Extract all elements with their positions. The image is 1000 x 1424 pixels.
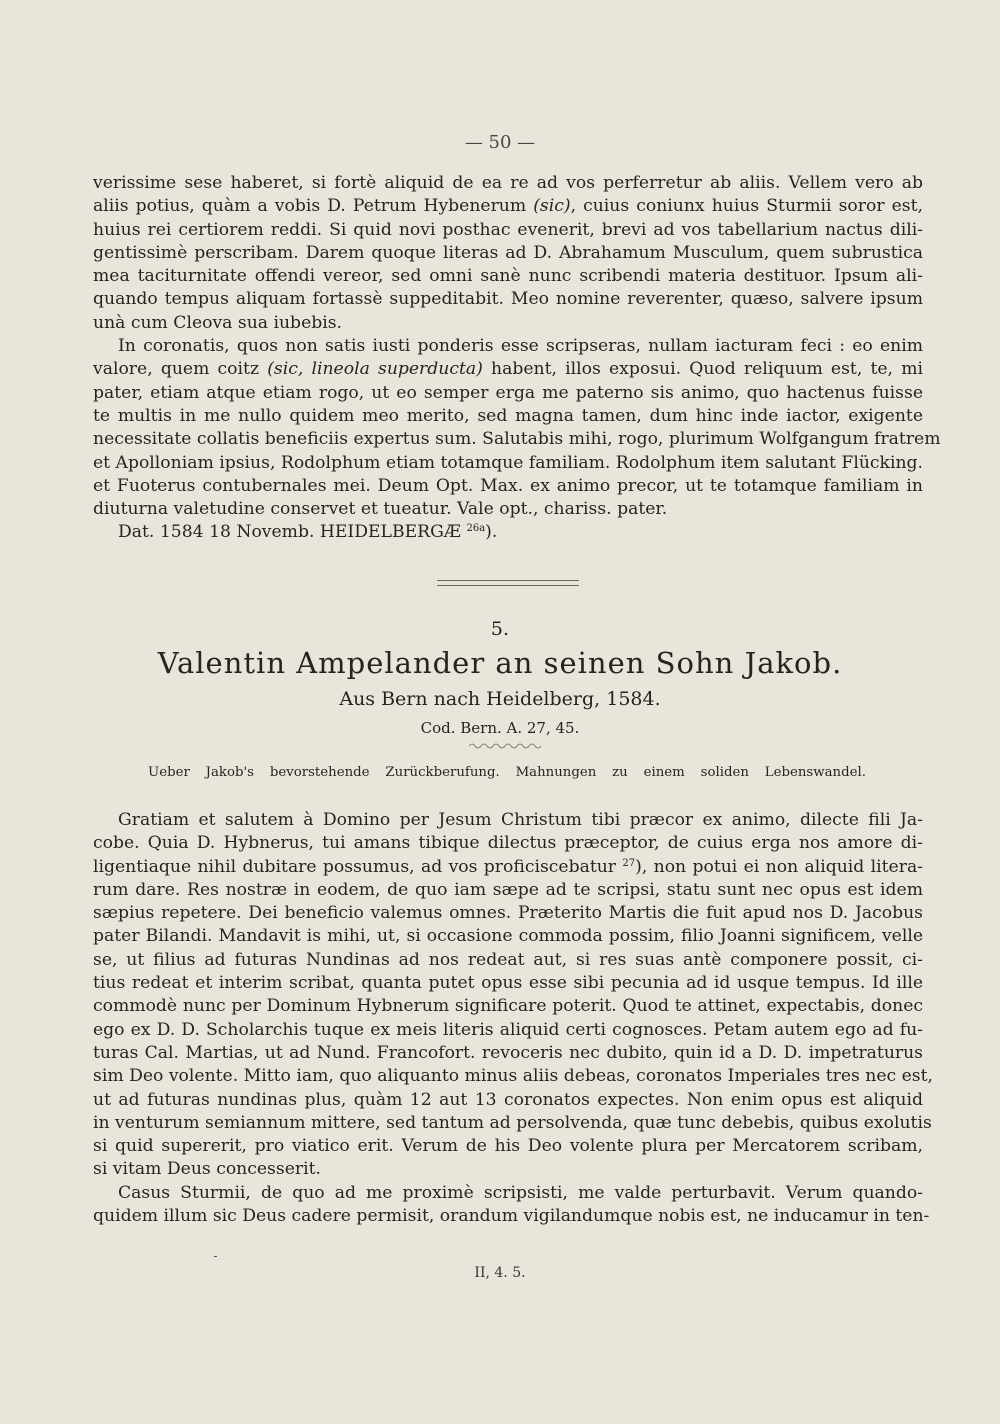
text-line: ligentiaque nihil dubitare possumus, ad vos proficiscebatur $^{27}$), non potui ei non aliquid litera- bbox=[93, 856, 923, 877]
codex-reference: Cod. Bern. A. 27, 45. bbox=[420, 719, 580, 737]
text-line: aliis potius, quàm a vobis D. Petrum Hybenerum (sic), cuius coniunx huius Sturmii soror est, bbox=[93, 196, 923, 217]
text-line: ut ad futuras nundinas plus, quàm 12 aut 13 coronatos expectes. Non enim opus est aliquid bbox=[93, 1089, 923, 1110]
text-line: Casus Sturmii, de quo ad me proximè scripsisti, me valde perturbavit. Verum quando- bbox=[118, 1182, 923, 1203]
text-line: In coronatis, quos non satis iusti ponderis esse scripseras, nullam iacturam feci : eo enim bbox=[118, 336, 923, 357]
text-line: valore, quem coitz (sic, lineola superducta) habent, illos exposui. Quod reliquum est, te, mi bbox=[93, 359, 923, 380]
text-line: et Apolloniam ipsius, Rodolphum etiam totamque familiam. Rodolphum item salutant Flücking. bbox=[93, 452, 923, 473]
text-line: se, ut filius ad futuras Nundinas ad nos redeat aut, si res suas antè componere possit, ci- bbox=[93, 949, 923, 970]
text-line: quando tempus aliquam fortassè suppeditabit. Meo nomine reverenter, quæso, salvere ipsum bbox=[93, 289, 923, 310]
text-line: Gratiam et salutem à Domino per Jesum Christum tibi præcor ex animo, dilecte fili Ja- bbox=[118, 810, 923, 830]
section-subtitle: Aus Bern nach Heidelberg, 1584. bbox=[339, 688, 661, 710]
page-number: — 50 — bbox=[464, 132, 536, 153]
ink-mark bbox=[214, 1256, 217, 1257]
text-line: quidem illum sic Deus cadere permisit, orandum vigilandumque nobis est, ne inducamur in ten- bbox=[93, 1206, 930, 1227]
text-line: ego ex D. D. Scholarchis tuque ex meis literis aliquid certi cognosces. Petam autem ego ad fu- bbox=[93, 1019, 923, 1040]
text-line: turas Cal. Martias, ut ad Nund. Francofort. revoceris nec dubito, quin id a D. D. impetraturus bbox=[93, 1042, 923, 1063]
text-line: rum dare. Res nostræ in eodem, de quo iam sæpe ad te scripsi, statu sunt nec opus est idem bbox=[93, 879, 923, 900]
text-line: verissime sese haberet, si fortè aliquid de ea re ad vos perferretur ab aliis. Vellem vero ab bbox=[93, 173, 923, 193]
signature-mark: II, 4. 5. bbox=[474, 1265, 526, 1281]
text-line: gentissimè perscribam. Darem quoque literas ad D. Abrahamum Musculum, quem subrustica bbox=[93, 242, 923, 263]
text-line: pater, etiam atque etiam rogo, ut eo semper erga me paterno sis animo, quo hactenus fuisse bbox=[93, 382, 923, 403]
text-line: tius redeat et interim scribat, quanta putet opus esse sibi pecunia ad id usque tempus. Id ille bbox=[93, 973, 923, 994]
text-line: et Fuoterus contubernales mei. Deum Opt. Max. ex animo precor, ut te totamque familiam in bbox=[93, 475, 923, 496]
text-line: si quid supererit, pro viatico erit. Verum de his Deo volente plura per Mercatorem scribam, bbox=[93, 1136, 923, 1157]
text-line: te multis in me nullo quidem meo merito, sed magna tamen, dum hinc inde iactor, exigente bbox=[93, 405, 923, 426]
text-line: diuturna valetudine conservet et tueatur. Vale opt., chariss. pater. bbox=[93, 499, 668, 520]
section-summary: Ueber Jakob's bevorstehende Zurückberufung. Mahnungen zu einem soliden Lebenswandel. bbox=[148, 765, 866, 780]
text-line: cobe. Quia D. Hybnerus, tui amans tibique dilectus præceptor, de cuius erga nos amore di- bbox=[93, 833, 923, 854]
section-number: 5. bbox=[490, 618, 510, 640]
text-line: pater Bilandi. Mandavit is mihi, ut, si occasione commoda possim, filio Joanni significem, velle bbox=[93, 926, 923, 947]
text-line: necessitate collatis beneficiis expertus sum. Salutabis mihi, rogo, plurimum Wolfgangum fratrem bbox=[93, 429, 941, 450]
text-line: in venturum semiannum mittere, sed tantum ad persolvenda, quæ tunc debebis, quibus exolutis bbox=[93, 1112, 932, 1133]
text-line: commodè nunc per Dominum Hybnerum significare poterit. Quod te attinet, expectabis, donec bbox=[93, 996, 923, 1017]
text-line: mea taciturnitate offendi vereor, sed omni sanè nunc scribendi materia destituor. Ipsum ali- bbox=[93, 266, 923, 287]
text-line: huius rei certiorem reddi. Si quid novi posthac evenerit, brevi ad vos tabellarium nactus dili- bbox=[93, 219, 923, 240]
letter-text-previous bbox=[93, 172, 941, 545]
section-divider bbox=[437, 580, 579, 586]
text-line: Dat. 1584 18 Novemb. HEIDELBERGÆ $^{26a}$). bbox=[118, 522, 498, 543]
section-title: Valentin Ampelander an seinen Sohn Jakob. bbox=[157, 646, 843, 680]
text-line: sæpius repetere. Dei beneficio valemus omnes. Præterito Martis die fuit apud nos D. Jacobus bbox=[93, 903, 923, 924]
text-line: si vitam Deus concesserit. bbox=[93, 1159, 321, 1180]
letter-text-main bbox=[93, 809, 933, 1228]
wavy-divider bbox=[469, 742, 543, 750]
text-line: unà cum Cleova sua iubebis. bbox=[93, 312, 343, 333]
text-line: sim Deo volente. Mitto iam, quo aliquanto minus aliis debeas, coronatos Imperiales tres nec est, bbox=[93, 1066, 933, 1087]
